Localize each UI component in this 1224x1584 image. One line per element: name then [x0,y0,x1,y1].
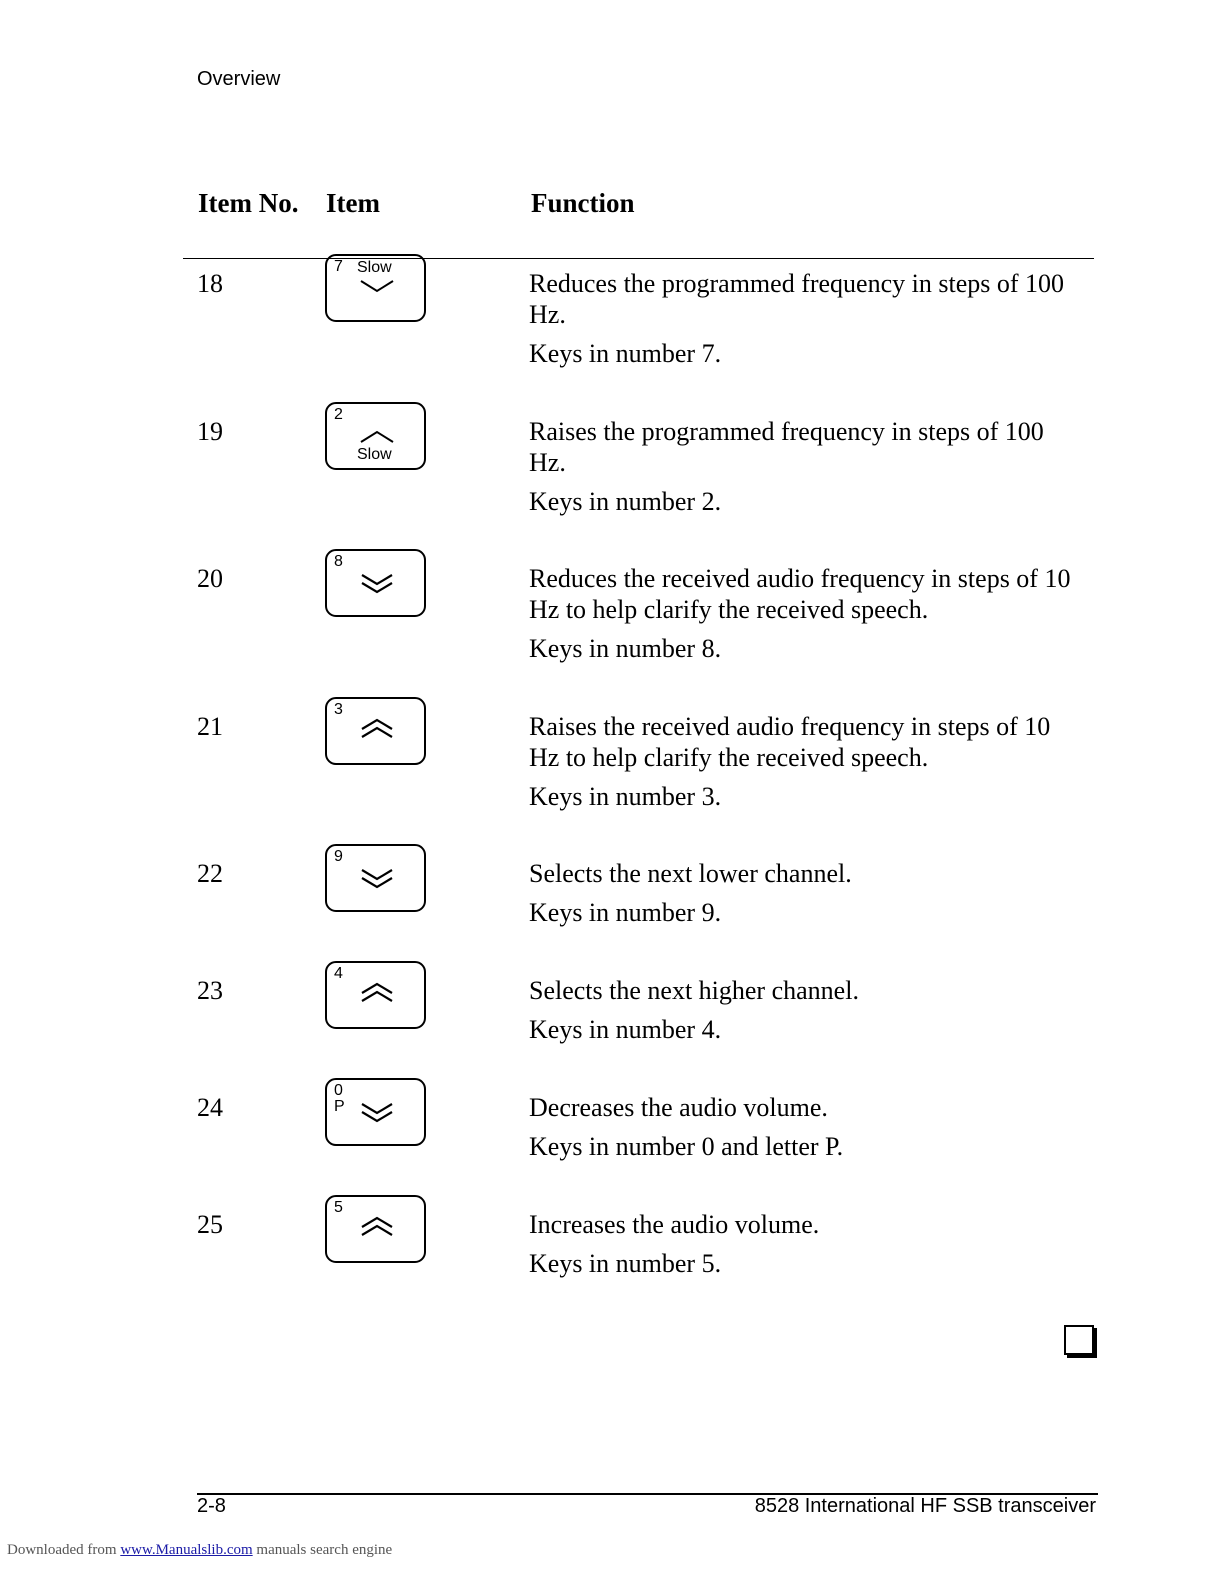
page-number: 2-8 [197,1495,226,1517]
function-description: Increases the audio volume. [529,1210,820,1239]
function-description: Selects the next higher channel. [529,976,859,1005]
manual-title: 8528 International HF SSB transceiver [754,1495,1096,1517]
function-keys-in: Keys in number 8. [529,634,722,663]
function-description: Decreases the audio volume. [529,1093,828,1122]
key-digit: 4 [334,965,343,982]
key-letter: P [334,1098,345,1115]
header-item-no: Item No. [198,188,299,218]
function-description: Reduces the programmed frequency in steps of 100 Hz. [529,269,1065,329]
header-item: Item [326,188,380,218]
key-8-audio-down[interactable] [325,549,426,617]
section-label: Overview [197,68,281,90]
function-cell [529,711,1084,812]
key-2-slow-up[interactable] [325,402,426,470]
item-number: 22 [197,859,223,888]
double-chevron-up-icon [327,1197,424,1261]
key-5-volume-up[interactable] [325,1195,426,1263]
source-prefix: Downloaded from [7,1542,117,1558]
key-digit: 8 [334,553,343,570]
key-0p-volume-down[interactable] [325,1078,426,1146]
function-keys-in: Keys in number 5. [529,1249,722,1278]
function-description: Reduces the received audio frequency in steps of 10 Hz to help clarify the received speech. [529,564,1071,624]
function-description: Selects the next lower channel. [529,859,852,888]
item-number: 21 [197,712,223,741]
item-number: 23 [197,976,223,1005]
key-4-channel-up[interactable] [325,961,426,1029]
key-digit: 5 [334,1199,343,1216]
function-keys-in: Keys in number 0 and letter P. [529,1132,844,1161]
key-digit: 9 [334,848,343,865]
item-number: 24 [197,1093,223,1122]
key-digit: 3 [334,701,343,718]
key-digit: 2 [334,406,343,423]
item-number: 20 [197,564,223,593]
function-cell [529,858,1084,928]
key-sublabel: Slow [357,259,392,276]
function-description: Raises the programmed frequency in steps of 100 Hz. [529,417,1044,477]
header-rule [183,258,1094,259]
key-sublabel: Slow [357,446,392,463]
double-chevron-down-icon [327,1080,424,1144]
function-cell [529,975,1084,1045]
item-number: 19 [197,417,223,446]
key-9-channel-down[interactable] [325,844,426,912]
item-number: 25 [197,1210,223,1239]
function-keys-in: Keys in number 3. [529,782,722,811]
end-of-section-box-icon [1064,1325,1094,1355]
double-chevron-up-icon [327,963,424,1027]
function-cell [529,1209,1084,1279]
key-3-audio-up[interactable] [325,697,426,765]
key-7-slow-down[interactable] [325,254,426,322]
function-keys-in: Keys in number 4. [529,1015,722,1044]
function-description: Raises the received audio frequency in steps of 10 Hz to help clarify the received speech. [529,712,1051,772]
double-chevron-down-icon [327,551,424,615]
double-chevron-down-icon [327,846,424,910]
key-digit: 7 [334,258,343,275]
source-suffix: manuals search engine [256,1542,393,1558]
function-cell [529,268,1084,369]
function-cell [529,1092,1084,1162]
download-source-line [7,1542,392,1559]
chevron-down-icon [327,256,424,320]
double-chevron-up-icon [327,699,424,763]
function-cell [529,416,1084,517]
function-keys-in: Keys in number 7. [529,339,722,368]
key-digit: 0 [334,1082,343,1099]
item-number: 18 [197,269,223,298]
header-function: Function [531,188,635,218]
function-keys-in: Keys in number 9. [529,898,722,927]
function-keys-in: Keys in number 2. [529,487,722,516]
function-cell [529,563,1084,664]
manualslib-link[interactable]: www.Manualslib.com [120,1542,253,1558]
